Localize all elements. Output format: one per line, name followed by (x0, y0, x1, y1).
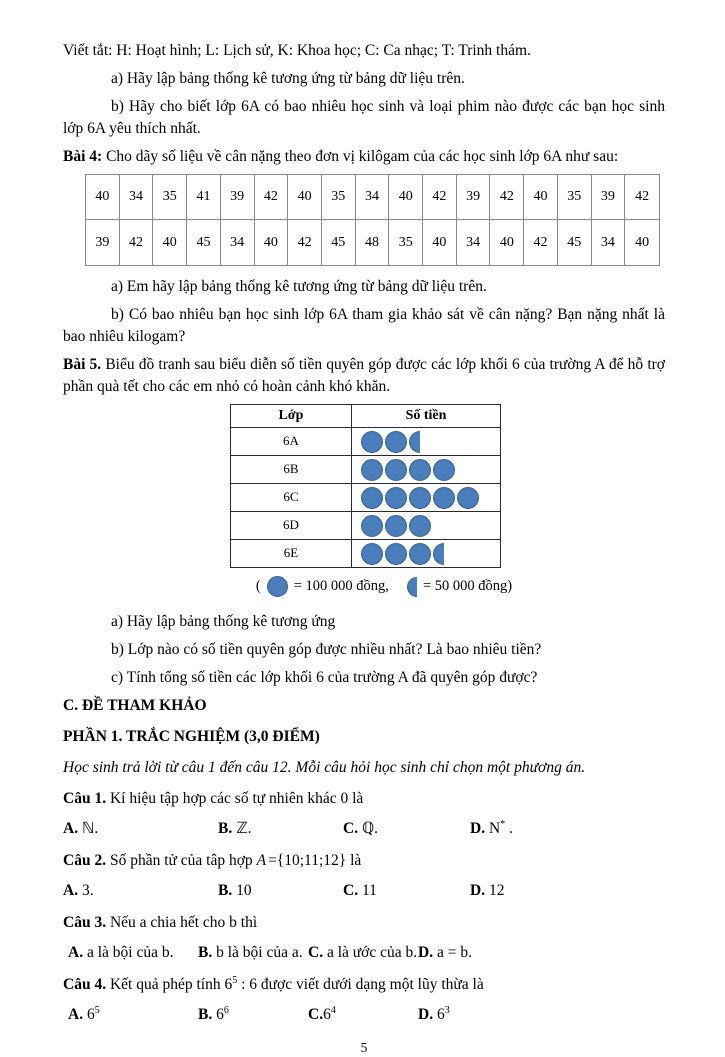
class-label: 6B (283, 461, 299, 477)
half-circle-icon (407, 577, 417, 597)
q2-text-after: là (350, 852, 362, 869)
q1-option-d-sup: * (500, 818, 506, 830)
question-cau-2 (63, 850, 665, 872)
q4-formula-rest: : 6 (241, 976, 258, 993)
weights-row-2 (86, 220, 659, 265)
q3-option-b-letter: B. (198, 944, 213, 961)
full-circle-icon (361, 431, 383, 453)
q1-option-a (63, 818, 218, 840)
phan1-title: PHẦN 1. TRẮC NGHIỆM (3,0 ĐIỂM) (63, 728, 320, 745)
weight-cell: 34 (356, 175, 390, 220)
weight-cell: 35 (389, 220, 423, 265)
intro-item-a: a) Hãy lập bảng thống kê tương ứng từ bảng dữ liệu trên. (111, 70, 465, 87)
money-symbols (351, 456, 500, 483)
full-circle-icon (361, 487, 383, 509)
q4-option-c-letter: C. (308, 1006, 324, 1023)
q2-option-c-letter: C. (343, 882, 359, 899)
bai5-heading (63, 354, 665, 398)
bai5-item-c: c) Tính tổng số tiền các lớp khối 6 của trường A đã quyên góp được? (111, 669, 538, 686)
weight-cell: 39 (457, 175, 491, 220)
money-symbols (351, 484, 500, 511)
q4-option-d-letter: D. (418, 1006, 434, 1023)
column-header-amount: Số tiền (351, 405, 500, 427)
weight-cell: 39 (86, 220, 120, 265)
q4-option-d-sup: 3 (444, 1004, 450, 1016)
q4-option-c-base: 6 (323, 1006, 331, 1023)
bai5-item-a: a) Hãy lập bảng thống kê tương ứng (111, 613, 336, 630)
legend-open-paren: ( (255, 578, 261, 595)
weight-cell: 45 (187, 220, 221, 265)
class-label: 6E (283, 545, 299, 561)
q1-option-d (470, 818, 665, 840)
q3-options (63, 942, 665, 964)
q1-option-b-letter: B. (218, 820, 233, 837)
pictograph-table (230, 404, 501, 568)
full-circle-icon (433, 459, 455, 481)
q4-option-b-sup: 6 (223, 1004, 229, 1016)
q4-option-c (308, 1004, 418, 1026)
class-label: 6D (283, 517, 299, 533)
q3-option-a-letter: A. (68, 944, 84, 961)
full-circle-icon (409, 487, 431, 509)
weight-cell: 42 (255, 175, 289, 220)
weight-cell: 42 (490, 175, 524, 220)
half-circle-icon (409, 431, 420, 453)
weight-cell: 35 (558, 175, 592, 220)
q3-option-c-text: a là ước của b. (326, 944, 418, 961)
q2-label: Câu 2. (63, 852, 107, 869)
money-symbols (351, 540, 500, 567)
q2-option-c-text: 11 (361, 882, 377, 899)
class-label: 6C (283, 489, 299, 505)
bai5-label: Bài 5. (63, 356, 102, 373)
weight-cell: 35 (322, 175, 356, 220)
q4-text-after: được viết dưới dạng một lũy thừa là (260, 976, 484, 993)
full-circle-icon (361, 459, 383, 481)
bai5-intro: Biểu đồ tranh sau biểu diễn số tiền quyên góp được các lớp khối 6 của trường A để hỗ trợ phần quà tết cho các em nhỏ có hoàn cảnh khó khăn. (63, 356, 665, 395)
bai4-label: Bài 4: (63, 148, 103, 165)
q1-option-d-after: . (505, 820, 513, 837)
q1-option-b (218, 818, 343, 840)
q2-option-d-text: 12 (488, 882, 505, 899)
weight-cell: 34 (120, 175, 154, 220)
q1-option-c (343, 818, 470, 840)
q2-text-before: Số phần tử của tâp hợp (109, 852, 253, 869)
bai4-item-b: b) Có bao nhiêu bạn học sinh lớp 6A tham gia khảo sát về cân nặng? Bạn nặng nhất là bao nhiêu kilogam? (63, 306, 665, 345)
pictograph-row (231, 484, 500, 512)
question-cau-1 (63, 788, 665, 810)
weight-cell: 48 (356, 220, 390, 265)
q3-option-b-text: b là bội của a. (216, 944, 303, 961)
q3-option-a (68, 942, 198, 964)
q4-option-d (418, 1004, 665, 1026)
q2-option-b-text: 10 (236, 882, 252, 899)
full-circle-icon (385, 431, 407, 453)
full-circle-icon (361, 543, 383, 565)
weight-cell: 40 (255, 220, 289, 265)
weight-cell: 40 (389, 175, 423, 220)
q1-option-c-text: ℚ. (361, 820, 379, 837)
q1-label: Câu 1. (63, 790, 107, 807)
full-circle-icon (409, 459, 431, 481)
q3-option-d-letter: D. (418, 944, 434, 961)
q2-option-c (343, 880, 470, 902)
pictograph-legend (103, 576, 665, 597)
q1-option-a-text: ℕ. (81, 820, 99, 837)
q3-option-c (308, 942, 418, 964)
q3-option-d-text: a = b. (436, 944, 472, 961)
q1-text: Kí hiệu tập hợp các số tự nhiên khác 0 là (109, 790, 364, 807)
pictograph-row (231, 512, 500, 540)
weight-cell: 41 (187, 175, 221, 220)
q2-option-a-letter: A. (63, 882, 79, 899)
q2-option-d-letter: D. (470, 882, 486, 899)
q2-options (63, 880, 665, 902)
full-circle-icon (385, 515, 407, 537)
weight-cell: 40 (635, 234, 650, 250)
pictograph-header-row (231, 405, 500, 428)
weight-cell: 42 (423, 175, 457, 220)
weight-cell: 42 (288, 220, 322, 265)
q3-text: Nếu a chia hết cho b thì (109, 914, 258, 931)
q4-option-c-sup: 4 (330, 1004, 336, 1016)
q2-option-a (63, 880, 218, 902)
section-c-title: C. ĐỀ THAM KHẢO (63, 697, 207, 714)
column-header-class: Lớp (278, 408, 304, 424)
q3-label: Câu 3. (63, 914, 107, 931)
bai4-item-a: a) Em hãy lập bảng thống kê tương ứng từ bảng dữ liệu trên. (111, 278, 487, 295)
q4-option-a (68, 1004, 198, 1026)
q1-option-b-text: ℤ. (236, 820, 252, 837)
q1-option-d-base: N (488, 820, 501, 837)
q3-option-c-letter: C. (308, 944, 324, 961)
q4-option-d-base: 6 (436, 1006, 445, 1023)
question-cau-4 (63, 974, 665, 996)
weight-cell: 42 (625, 175, 659, 220)
q4-text-before: Kết quả phép tính (109, 976, 221, 993)
q4-option-a-sup: 5 (94, 1004, 100, 1016)
pictograph-row (231, 428, 500, 456)
full-circle-icon (385, 459, 407, 481)
q2-formula-rest: ={10;11;12} (268, 852, 347, 869)
bai5-item-b: b) Lớp nào có số tiền quyên góp được nhiều nhất? Là bao nhiêu tiền? (111, 641, 542, 658)
abbreviations-note: Viết tắt: H: Hoạt hình; L: Lịch sử, K: Khoa học; C: Ca nhạc; T: Trinh thám. (63, 42, 531, 59)
weight-cell: 34 (592, 220, 626, 265)
page-number: 5 (360, 1040, 368, 1055)
weight-cell: 45 (558, 220, 592, 265)
q4-label: Câu 4. (63, 976, 107, 993)
weight-cell: 34 (221, 220, 255, 265)
money-symbols (351, 512, 500, 539)
legend-full-circle-text: = 100 000 đồng, (293, 578, 389, 595)
q4-formula (224, 976, 257, 993)
pictograph-row (231, 540, 500, 567)
q3-option-a-text: a là bội của b. (86, 944, 174, 961)
q4-formula-sup: 5 (232, 974, 238, 986)
q4-option-b-base: 6 (216, 1006, 224, 1023)
weight-cell: 40 (153, 220, 187, 265)
q1-options (63, 818, 665, 840)
weight-cell: 40 (288, 175, 322, 220)
q4-option-b (198, 1004, 308, 1026)
full-circle-icon (361, 515, 383, 537)
full-circle-icon (409, 515, 431, 537)
q4-option-a-letter: A. (68, 1006, 84, 1023)
pictograph-row (231, 456, 500, 484)
full-circle-icon (409, 543, 431, 565)
phan1-instruction: Học sinh trả lời từ câu 1 đến câu 12. Mỗi câu hỏi học sinh chỉ chọn một phương án. (63, 759, 586, 776)
weight-cell: 39 (592, 175, 626, 220)
weight-cell: 42 (120, 220, 154, 265)
q2-option-a-text: 3. (81, 882, 94, 899)
q2-option-b (218, 880, 343, 902)
weight-cell: 40 (524, 175, 558, 220)
class-label: 6A (283, 433, 299, 449)
intro-item-b: b) Hãy cho biết lớp 6A có bao nhiêu học sinh và loại phim nào được các bạn học sinh lớp 6A yêu thích nhất. (63, 98, 665, 137)
weight-cell: 40 (490, 220, 524, 265)
weights-row-1 (86, 175, 659, 220)
weight-cell: 40 (423, 220, 457, 265)
q1-option-d-letter: D. (470, 820, 486, 837)
q2-option-d (470, 880, 665, 902)
q4-option-a-base: 6 (86, 1006, 95, 1023)
weights-table (85, 174, 660, 266)
q4-option-b-letter: B. (198, 1006, 213, 1023)
full-circle-icon (385, 487, 407, 509)
q4-formula-base: 6 (224, 976, 233, 993)
weight-cell: 34 (457, 220, 491, 265)
weight-cell: 35 (153, 175, 187, 220)
bai4-intro: Cho dãy số liệu về cân nặng theo đơn vị kilôgam của các học sinh lớp 6A như sau: (106, 148, 619, 165)
money-symbols (351, 428, 500, 455)
q1-option-c-letter: C. (343, 820, 359, 837)
question-cau-3 (63, 912, 665, 934)
full-circle-icon (433, 487, 455, 509)
full-circle-icon (385, 543, 407, 565)
q3-option-b (198, 942, 308, 964)
weight-cell: 42 (524, 220, 558, 265)
q2-formula-var: A (256, 852, 267, 869)
legend-half-circle-text: = 50 000 đồng) (422, 578, 513, 595)
q1-option-a-letter: A. (63, 820, 79, 837)
weight-cell: 45 (322, 220, 356, 265)
q4-options (63, 1004, 665, 1026)
q2-option-b-letter: B. (218, 882, 233, 899)
half-circle-icon (433, 543, 444, 565)
q3-option-d (418, 942, 665, 964)
weight-cell: 39 (221, 175, 255, 220)
weight-cell: 40 (86, 175, 120, 220)
full-circle-icon (267, 576, 288, 597)
full-circle-icon (457, 487, 479, 509)
bai4-heading (63, 146, 665, 168)
